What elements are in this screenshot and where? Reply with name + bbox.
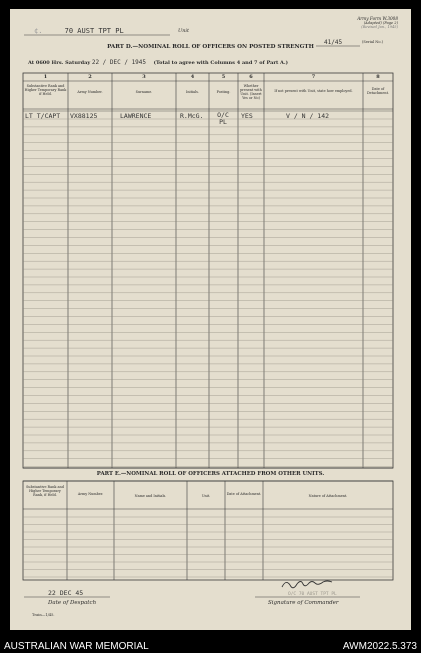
cell-army-number: VX88125: [70, 112, 98, 120]
col-header-posting: Posting.: [216, 90, 231, 94]
document-page: ¢. 70 AUST TPT PL Unit Army Form W.3008 (Adapted) (Page 2) (Revised Jan., 1945) 41/45 (Serial No.) PART D.—NOMINAL ROLL OF OFFICERS ON POSTED STRENGTH At 0600 Hrs. Saturday 22 / DEC / 1945 (Total to agree with Columns 4 and 7 of Part A.) 1 2 3 4 5 6 7 8 Substantive Rank and Higher Temporary Rank if Held. Army Number. Surname. Initials. Posting. Whether present with Unit. (Insert Yes or No) If not present with Unit, state how employed. Date of Detachment. LT T/CAPT VX88125 LAWRENCE R.McG. O/C PL YES V / N / 142 PART E.—NOMINAL ROLL OF OFFICERS ATTACHED FROM OTHER UNITS. Substantive Rank and Higher Temporary Rank, if Held. Army Number. Name and Initials. Unit. Date of Attachment. Nature of Attachment. 22 DEC 45 Date of Despatch O/C 70 AUST TPT PL Signature of Commander Train—1/45.: [10, 9, 411, 630]
col-number: 5: [221, 74, 226, 80]
serial-value: 41/45: [324, 39, 343, 46]
caption-bar: [0, 630, 421, 653]
cell-rank: LT T/CAPT: [25, 112, 61, 120]
col-number: 8: [376, 74, 380, 80]
form-grid: [10, 9, 411, 630]
serial-label: (Serial No.): [362, 40, 384, 44]
cell-present: YES: [241, 112, 253, 120]
col-number: 4: [190, 74, 195, 80]
accession-number: AWM2022.5.373: [342, 641, 417, 652]
col-number: 2: [88, 74, 92, 80]
form-id: Army Form W.3008 (Adapted) (Page 2) (Revised Jan., 1945): [357, 16, 398, 29]
unit-value: 70 AUST TPT PL: [64, 27, 124, 35]
col-header-attachment-nature: Nature of Attachment.: [308, 494, 348, 498]
cell-surname: LAWRENCE: [120, 112, 152, 120]
cell-posting: O/C PL: [217, 111, 229, 126]
col-number: 3: [142, 74, 146, 80]
part-d-date-line: At 0600 Hrs. Saturday 22 / DEC / 1945 (Total to agree with Columns 4 and 7 of Part A.): [28, 59, 289, 66]
despatch-date: 22 DEC 45: [48, 589, 84, 597]
cell-initials: R.McG.: [180, 112, 204, 120]
col-header-name: Name and Initials.: [134, 494, 167, 498]
col-header-rank: Substantive Rank and Higher Temporary Rank, if Held.: [26, 485, 64, 497]
col-header-unit: Unit.: [201, 494, 211, 498]
part-e-title: PART E.—NOMINAL ROLL OF OFFICERS ATTACHED FROM OTHER UNITS.: [96, 471, 325, 477]
col-header-rank: Substantive Rank and Higher Temporary Rank if Held.: [24, 84, 67, 96]
archive-name: AUSTRALIAN WAR MEMORIAL: [4, 641, 149, 652]
cell-employed: V / N / 142: [286, 112, 330, 120]
col-number: 1: [43, 74, 48, 80]
col-header-army-number: Army Number.: [77, 492, 104, 496]
col-header-present: Whether present with Unit. (Insert Yes or No): [240, 84, 262, 100]
col-number: 6: [249, 74, 253, 80]
col-header-surname: Surname.: [135, 90, 153, 94]
col-header-employed: If not present with Unit, state how employed.: [274, 89, 353, 93]
part-d-title: PART D.—NOMINAL ROLL OF OFFICERS ON POSTED STRENGTH: [107, 44, 314, 50]
col-header-detachment: Date of Detachment.: [366, 87, 390, 95]
col-number: 7: [311, 74, 316, 80]
unit-label: Unit: [178, 28, 190, 34]
signature-stamp: O/C 70 AUST TPT PL: [288, 592, 337, 597]
col-header-attachment-date: Date of Attachment.: [226, 492, 262, 496]
despatch-label: Date of Despatch: [48, 600, 97, 606]
signature-scrawl: [282, 581, 332, 588]
signature-label: Signature of Commander: [268, 600, 339, 606]
printer-mark: Train—1/45.: [32, 613, 55, 617]
col-header-initials: Initials.: [186, 90, 199, 94]
col-header-army-number: Army Number.: [77, 90, 103, 94]
